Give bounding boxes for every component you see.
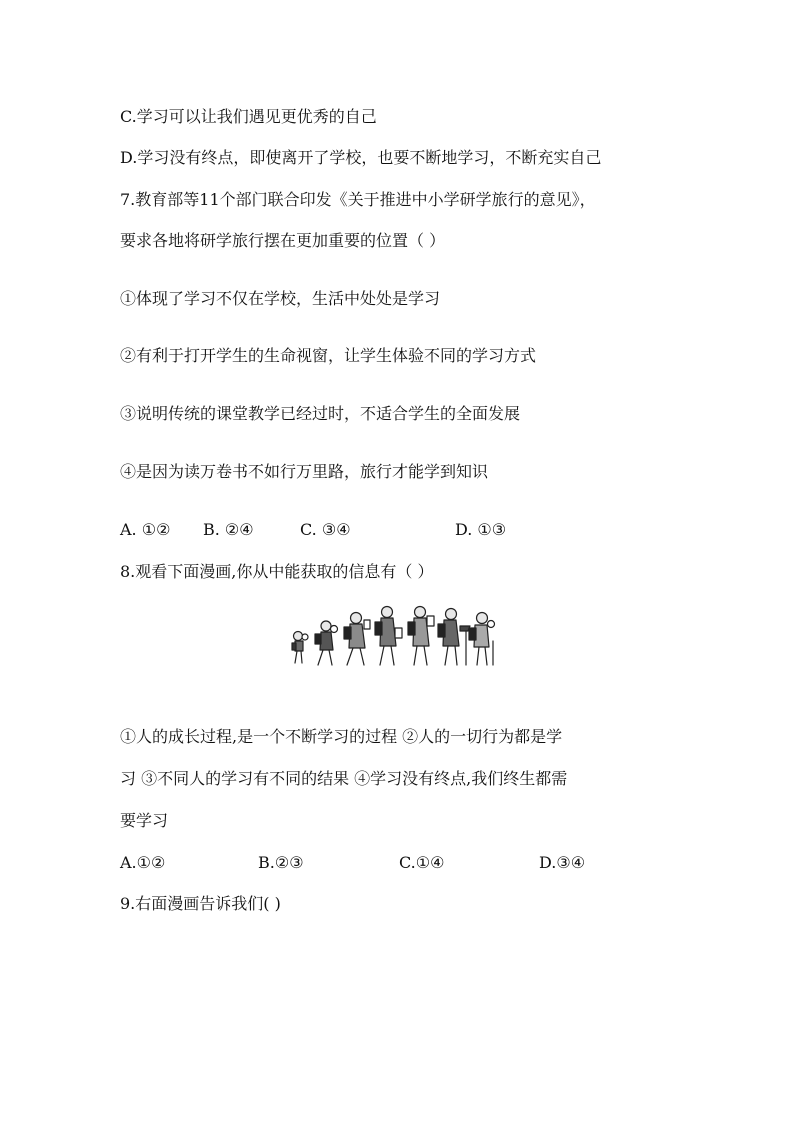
q8-stem: 8.观看下面漫画,你从中能获取的信息有（ ） — [120, 562, 434, 581]
q8-option-b: B.②③ — [258, 853, 304, 872]
q8-statements-line-1: ①人的成长过程,是一个不断学习的过程 ②人的一切行为都是学 — [120, 727, 563, 746]
q6-option-d: D.学习没有终点，即使离开了学校，也要不断地学习，不断充实自己 — [120, 148, 602, 167]
q8-statements-line-2: 习 ③不同人的学习有不同的结果 ④学习没有终点,我们终生都需 — [120, 769, 568, 788]
q7-statement-2: ②有利于打开学生的生命视窗，让学生体验不同的学习方式 — [120, 346, 537, 365]
q6-option-c: C.学习可以让我们遇见更优秀的自己 — [120, 107, 377, 126]
q9-stem: 9.右面漫画告诉我们( ) — [120, 894, 281, 913]
q7-statement-3: ③说明传统的课堂教学已经过时，不适合学生的全面发展 — [120, 404, 521, 423]
q7-stem-line-1: 7.教育部等11个部门联合印发《关于推进中小学研学旅行的意见》， — [120, 190, 596, 209]
q8-option-d: D.③④ — [539, 853, 586, 872]
q7-option-a: A. ①② — [120, 520, 171, 539]
q8-statements-line-3: 要学习 — [120, 811, 169, 830]
q7-statement-4: ④是因为读万卷书不如行万里路，旅行才能学到知识 — [120, 462, 489, 481]
q7-option-d: D. ①③ — [455, 520, 507, 539]
q7-option-c: C. ③④ — [300, 520, 351, 539]
q8-option-a: A.①② — [120, 853, 166, 872]
q8-option-c: C.①④ — [399, 853, 445, 872]
q7-statement-1: ①体现了学习不仅在学校，生活中处处是学习 — [120, 289, 441, 308]
q7-stem-line-2: 要求各地将研学旅行摆在更加重要的位置（ ） — [120, 231, 446, 250]
lifelong-learning-cartoon-icon — [284, 596, 500, 672]
q7-option-b: B. ②④ — [203, 520, 254, 539]
